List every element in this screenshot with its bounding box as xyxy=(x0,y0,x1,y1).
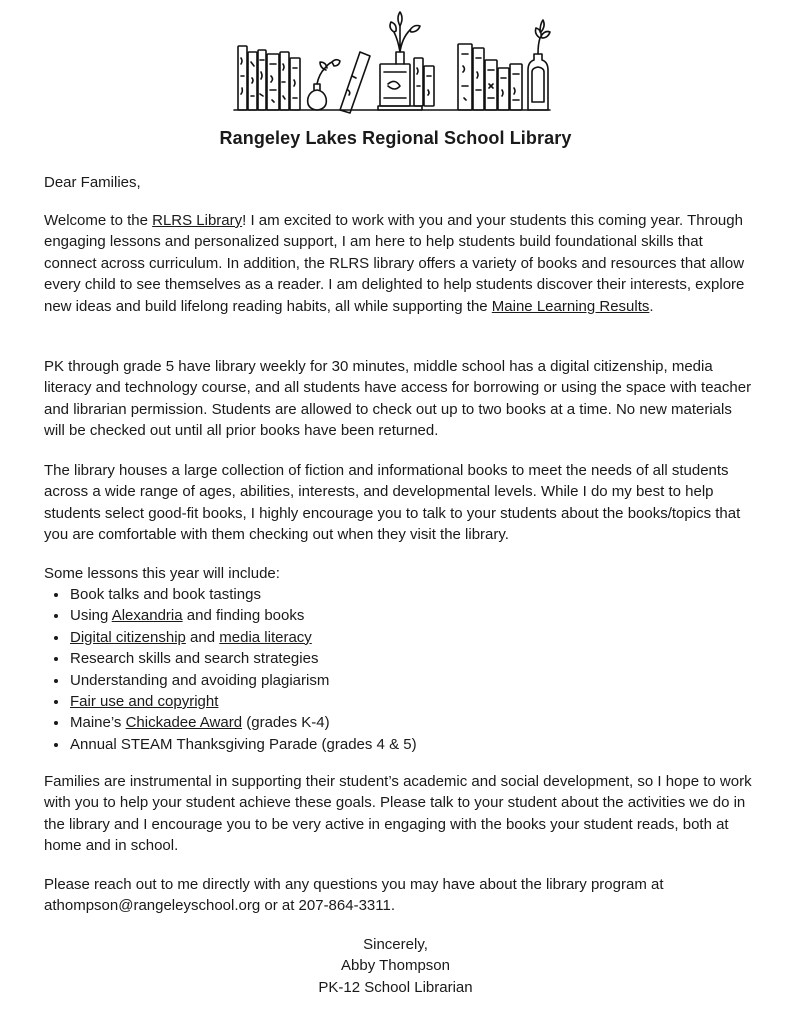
lesson-text: and xyxy=(185,628,220,646)
lesson-text: (grades K-4) xyxy=(242,714,330,732)
greeting: Dear Families, xyxy=(44,174,141,191)
chickadee-award-link[interactable]: Chickadee Award xyxy=(125,714,243,732)
list-item xyxy=(69,734,769,755)
list-item xyxy=(69,712,769,733)
list-item xyxy=(69,605,769,626)
closing: Sincerely, xyxy=(363,936,428,953)
intro-text-2: ! I am excited to work with you and your students this coming year. Through engaging lessons and personalized support, I am here to help students build foundational skills that connect across curriculum. In addition, the RLRS library offers a variety of books and resources that allow every child to see themselves as a reader. I am delighted to help students discover their interests, explore new ideas and build lifelong reading habits, all while supporting the xyxy=(44,212,745,315)
rlrs-library-link[interactable]: RLRS Library xyxy=(152,212,243,229)
library-title: Rangeley Lakes Regional School Library xyxy=(219,128,572,148)
lessons-intro: Some lessons this year will include: xyxy=(44,565,280,582)
intro-text-end: . xyxy=(649,297,654,315)
schedule-paragraph: PK through grade 5 have library weekly for 30 minutes, middle school has a digital citizenship, media literacy and technology course, and all students have access for borrowing or using the space with teacher and librarian permission. Students are allowed to check out up to two books at a time. No new materials will be checked out until all prior books have been returned. xyxy=(44,358,752,440)
media-literacy-link[interactable]: media literacy xyxy=(219,628,312,646)
lesson-text: Understanding and avoiding plagiarism xyxy=(70,671,330,689)
collection-paragraph: The library houses a large collection of fiction and informational books to meet the needs of all students across a wide range of ages, abilities, interests, and developmental levels. While I do my best to help students select good-fit books, I highly encourage you to talk to your students about the books/topics that you are comfortable with them checking out when they visit the library. xyxy=(44,462,741,544)
lesson-text: Using xyxy=(70,607,112,625)
maine-learning-results-link[interactable]: Maine Learning Results xyxy=(491,297,650,315)
list-item xyxy=(69,627,769,648)
lessons-list xyxy=(44,584,769,755)
fair-use-copyright-link[interactable]: Fair use and copyright xyxy=(70,693,219,711)
families-paragraph: Families are instrumental in supporting their student’s academic and social development, so I hope to work with you to help your student achieve these goals. Please talk to your student about the activities we do in the library and I encourage you to be very active in engaging with the books your student reads, both at home and in school. xyxy=(44,773,752,855)
lesson-text: Research skills and search strategies xyxy=(70,650,319,668)
lesson-text: Maine’s xyxy=(70,714,126,732)
digital-citizenship-link[interactable]: Digital citizenship xyxy=(70,628,186,646)
list-item xyxy=(69,584,769,605)
list-item xyxy=(69,691,769,712)
bookshelf-logo-icon xyxy=(228,6,558,124)
lesson-text: and finding books xyxy=(182,607,305,625)
signer-role: PK-12 School Librarian xyxy=(318,978,473,996)
lesson-text: Annual STEAM Thanksgiving Parade (grades 4 & 5) xyxy=(70,735,417,753)
intro-text-1: Welcome to the xyxy=(44,212,153,229)
signer-name: Abby Thompson xyxy=(341,957,450,975)
list-item xyxy=(69,648,769,669)
signature-block xyxy=(0,934,791,998)
contact-paragraph: Please reach out to me directly with any questions you may have about the library program at athompson@rangeleyschool.org or at 207-864-3311. xyxy=(44,876,664,915)
list-item xyxy=(69,670,769,691)
lesson-text: Book talks and book tastings xyxy=(70,586,261,603)
intro-paragraph xyxy=(44,210,756,317)
alexandria-link[interactable]: Alexandria xyxy=(111,607,183,625)
